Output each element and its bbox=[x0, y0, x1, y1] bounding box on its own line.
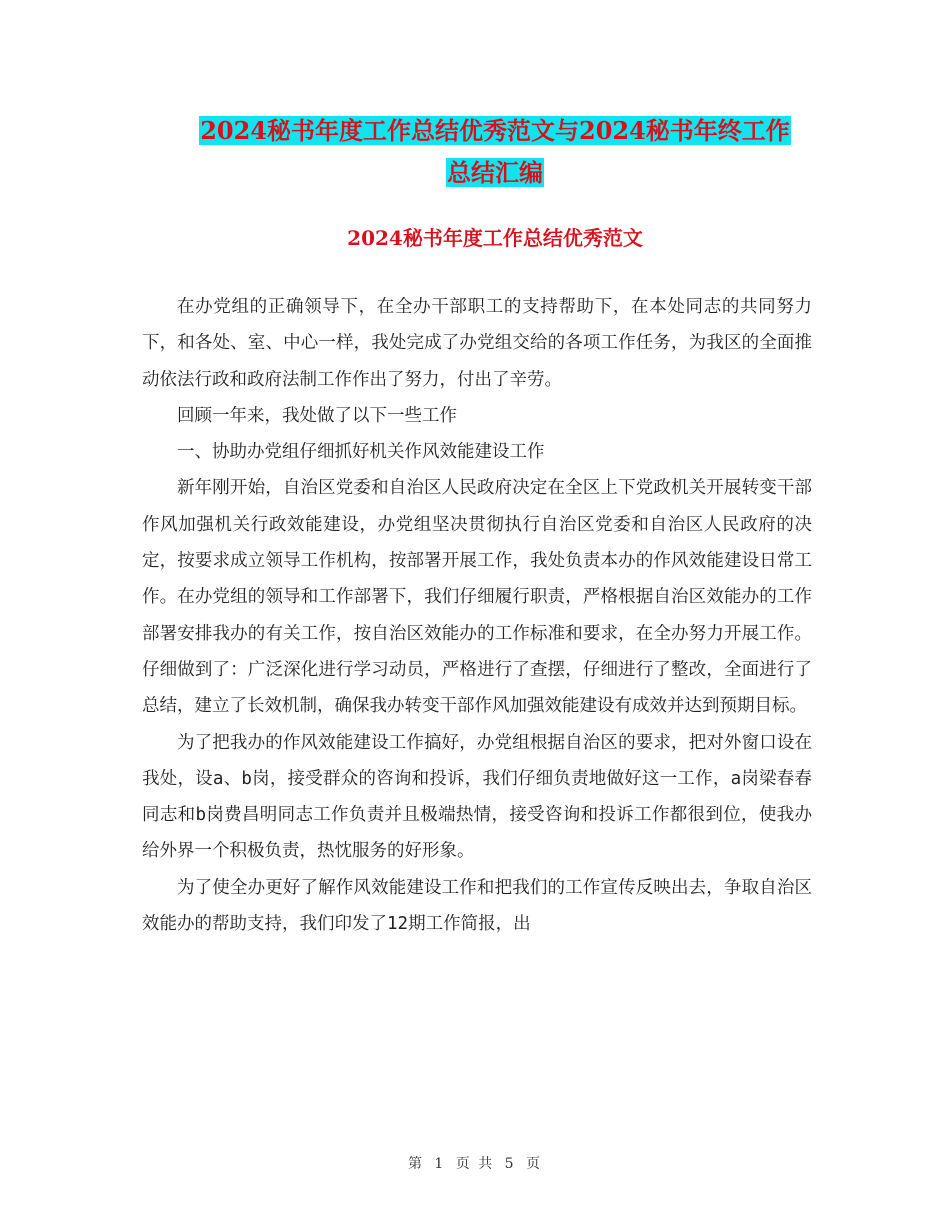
paragraph: 新年刚开始，自治区党委和自治区人民政府决定在全区上下党政机关开展转变干部作风加强机关行政效能建设，办党组坚决贯彻执行自治区党委和自治区人民政府的决定，按要求成立领导工作机构，按部署开展工作，我处负责本办的作风效能建设日常工作。在办党组的领导和工作部署下，我们仔细履行职责，严格根据自治区效能办的工作部署安排我办的有关工作，按自治区效能办的工作标准和要求，在全办努力开展工作。仔细做到了：广泛深化进行学习动员，严格进行了查摆，仔细进行了整改，全面进行了总结，建立了长效机制，确保我办转变干部作风加强效能建设有成效并达到预期目标。 bbox=[142, 478, 812, 717]
footer-total-pages: 5 bbox=[504, 1156, 516, 1172]
paragraph: 一、协助办党组仔细抓好机关作风效能建设工作 bbox=[177, 442, 545, 463]
paragraph: 在办党组的正确领导下，在全办干部职工的支持帮助下，在本处同志的共同努力下，和各处、室、中心一样，我处完成了办党组交给的各项工作任务，为我区的全面推动依法行政和政府法制工作作出了努力，付出了辛劳。 bbox=[142, 297, 812, 390]
footer-page-number: 1 bbox=[434, 1156, 446, 1172]
document-title-line-1: 2024秘书年度工作总结优秀范文与2024秘书年终工作 bbox=[200, 116, 790, 145]
document-title-line-2: 总结汇编 bbox=[447, 158, 543, 187]
document-title bbox=[140, 110, 850, 194]
paragraph: 为了把我办的作风效能建设工作搞好，办党组根据自治区的要求，把对外窗口设在我处，设a、b岗，接受群众的咨询和投诉，我们仔细负责地做好这一工作，a岗梁春春同志和b岗费昌明同志工作负责并且极端热情，接受咨询和投诉工作都很到位，使我办给外界一个积极负责，热忱服务的好形象。 bbox=[142, 732, 812, 862]
section-title: 2024秘书年度工作总结优秀范文 bbox=[347, 226, 643, 250]
paragraph: 回顾一年来，我处做了以下一些工作 bbox=[177, 405, 457, 426]
page-footer bbox=[0, 1153, 950, 1173]
footer-suffix: 页 bbox=[526, 1156, 543, 1172]
body-text bbox=[142, 289, 812, 942]
paragraph: 为了使全办更好了解作风效能建设工作和把我们的工作宣传反映出去，争取自治区效能办的帮助支持，我们印发了12期工作简报，出 bbox=[142, 877, 812, 935]
footer-prefix: 第 bbox=[407, 1156, 424, 1172]
footer-middle: 页 共 bbox=[455, 1156, 495, 1172]
